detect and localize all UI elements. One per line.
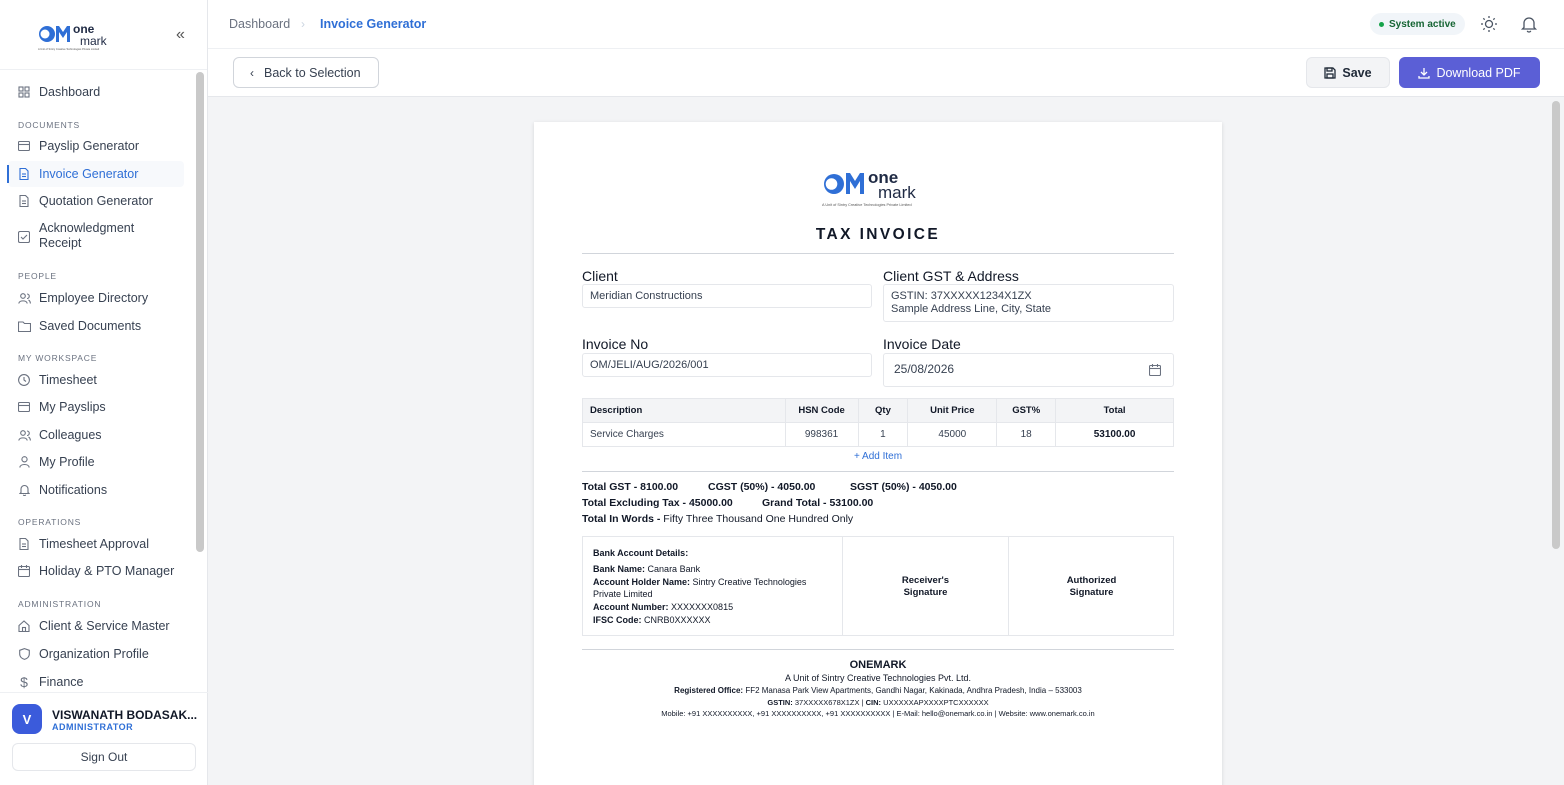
bell-icon[interactable]	[1520, 15, 1538, 33]
sidebar-item-organization-profile[interactable]	[8, 645, 184, 663]
col-unit-price: Unit Price	[908, 399, 997, 423]
avatar[interactable]: V	[12, 704, 42, 734]
ifsc-label: IFSC Code:	[593, 615, 642, 625]
total-gst: Total GST - 8100.00	[582, 481, 679, 493]
section-administration: ADMINISTRATION	[18, 599, 102, 609]
cell-total: 53100.00	[1056, 423, 1174, 447]
document-icon	[17, 167, 31, 181]
bank-heading: Bank Account Details:	[593, 548, 689, 558]
sidebar-item-dashboard[interactable]	[8, 83, 184, 101]
shield-icon	[17, 647, 31, 661]
sidebar-item-label	[39, 221, 134, 251]
holder-value-2: Private Limited	[593, 589, 653, 599]
table-row	[583, 423, 1174, 447]
account-value: XXXXXXX0815	[671, 602, 734, 612]
address-value: Sample Address Line, City, State	[891, 303, 1051, 315]
cgst: CGST (50%) - 4050.00	[708, 481, 816, 493]
sidebar-item-notifications[interactable]	[8, 481, 184, 499]
sidebar-item-label: Invoice Generator	[39, 167, 139, 181]
table-header-row	[583, 399, 1174, 423]
logo-text-one: one	[73, 22, 95, 36]
back-label: Back to Selection	[264, 65, 361, 80]
user-name: VISWANATH BODASAK...	[52, 708, 198, 722]
sidebar-item-label: Timesheet Approval	[39, 537, 150, 551]
collapse-sidebar-icon[interactable]: «	[176, 26, 185, 43]
logo-tagline: A Unit of Sintry Creative Technologies Private Limited	[38, 48, 100, 51]
sidebar-item-quotation-generator[interactable]	[8, 192, 184, 210]
sidebar-item-colleagues[interactable]	[8, 426, 184, 444]
account-label: Account Number:	[593, 602, 669, 612]
logo-text-mark: mark	[80, 34, 107, 48]
sidebar-item-finance[interactable]	[8, 673, 184, 691]
sidebar-item-label: Dashboard	[39, 85, 101, 99]
sidebar-item-label: Client & Service Master	[39, 619, 170, 633]
sidebar-item-label: Organization Profile	[39, 647, 149, 661]
action-toolbar	[208, 49, 1564, 97]
invoice-date-value: 25/08/2026	[894, 362, 955, 376]
sun-icon[interactable]	[1480, 15, 1498, 33]
user-icon	[17, 455, 31, 469]
client-gst-label: Client GST & Address	[883, 268, 1019, 284]
sidebar-item-my-payslips[interactable]	[8, 398, 184, 416]
folder-icon	[17, 319, 31, 333]
document-icon	[17, 537, 31, 551]
bank-signature-box	[582, 536, 1174, 636]
sidebar-item-label: Colleagues	[39, 428, 102, 442]
onemark-logo	[38, 20, 118, 52]
download-icon	[1418, 67, 1430, 79]
bank-name	[593, 563, 700, 575]
office-label: Registered Office:	[674, 686, 744, 695]
cell-gst[interactable]: 18	[997, 423, 1056, 447]
words-label: Total In Words -	[582, 513, 664, 525]
card-icon	[17, 139, 31, 153]
save-button[interactable]	[1306, 57, 1390, 88]
section-operations: OPERATIONS	[18, 517, 82, 527]
breadcrumb-separator: ›	[301, 17, 305, 31]
invoice-date-label: Invoice Date	[883, 336, 961, 352]
card-icon	[17, 400, 31, 414]
sidebar-item-label: My Profile	[39, 455, 95, 469]
sidebar-scrollbar[interactable]	[196, 72, 204, 552]
grand-total: Grand Total - 53100.00	[762, 497, 874, 509]
download-pdf-button[interactable]	[1399, 57, 1540, 88]
user-panel	[0, 692, 208, 785]
grid-icon	[17, 85, 31, 99]
checkbox-icon	[17, 230, 31, 244]
invoice-document	[534, 122, 1222, 785]
authorized-signature	[1009, 575, 1174, 599]
client-gst-address-input[interactable]	[883, 284, 1174, 322]
invoice-preview-area	[208, 97, 1564, 785]
cell-hsn[interactable]: 998361	[785, 423, 858, 447]
col-hsn: HSN Code	[785, 399, 858, 423]
users-icon	[17, 291, 31, 305]
total-excl-tax: Total Excluding Tax - 45000.00	[582, 497, 733, 509]
footer-cin-label: CIN:	[865, 698, 882, 707]
divider	[582, 253, 1174, 254]
add-item-link[interactable]: + Add Item	[853, 451, 903, 462]
holder-value-1: Sintry Creative Technologies	[692, 577, 807, 587]
footer-company: ONEMARK	[849, 659, 907, 671]
invoice-logo-one: one	[868, 168, 899, 187]
receiver-sig-line2: Signature	[903, 587, 948, 598]
clock-icon	[17, 373, 31, 387]
account-number	[593, 601, 733, 613]
footer-unit: A Unit of Sintry Creative Technologies Pvt. Ltd.	[785, 673, 971, 683]
calendar-icon	[17, 564, 31, 578]
holder-label: Account Holder Name:	[593, 577, 691, 587]
col-total: Total	[1056, 399, 1174, 423]
cell-description[interactable]: Service Charges	[583, 423, 786, 447]
sign-out-button[interactable]: Sign Out	[12, 743, 196, 771]
cell-qty[interactable]: 1	[858, 423, 908, 447]
gst-value: GSTIN: 37XXXXX1234X1ZX	[891, 290, 1032, 302]
status-dot-icon	[1379, 22, 1384, 27]
sidebar-item-holiday-pto[interactable]	[8, 562, 184, 580]
ack-line2: Receipt	[39, 236, 82, 250]
sidebar-item-payslip-generator[interactable]	[8, 137, 184, 155]
chevron-left-icon: ‹	[250, 65, 254, 80]
sidebar-item-employee-directory[interactable]	[8, 289, 184, 307]
ack-line1: Acknowledgment	[39, 221, 135, 235]
sidebar-item-label: Timesheet	[39, 373, 97, 387]
dollar-icon: $	[20, 674, 28, 690]
sidebar-item-label: Saved Documents	[39, 319, 142, 333]
bank-name-value: Canara Bank	[647, 564, 701, 574]
line-items-table	[582, 398, 1174, 447]
sidebar-item-invoice-generator[interactable]	[8, 161, 184, 187]
invoice-logo	[822, 164, 934, 208]
client-label: Client	[582, 268, 618, 284]
divider	[582, 471, 1174, 472]
footer-gstin-value: 37XXXXX678X1ZX	[794, 698, 860, 707]
sidebar-header	[0, 0, 207, 70]
invoice-logo-mark: mark	[878, 183, 916, 202]
sidebar-item-label: Quotation Generator	[39, 194, 153, 208]
sgst: SGST (50%) - 4050.00	[850, 481, 957, 493]
col-gst: GST%	[997, 399, 1056, 423]
invoice-no-label: Invoice No	[582, 336, 649, 352]
footer-gstin-label: GSTIN:	[767, 698, 793, 707]
authorized-sig-line1: Authorized	[1066, 575, 1117, 586]
account-holder	[593, 576, 833, 600]
sidebar-item-acknowledgment-receipt[interactable]	[8, 221, 184, 251]
breadcrumb-dashboard[interactable]: Dashboard	[229, 17, 291, 31]
total-in-words	[582, 513, 853, 525]
document-icon	[17, 194, 31, 208]
section-my-workspace: MY WORKSPACE	[18, 353, 98, 363]
sidebar-item-label: Notifications	[39, 483, 108, 497]
sidebar-nav	[0, 70, 196, 692]
users-icon	[17, 428, 31, 442]
section-people: PEOPLE	[18, 271, 57, 281]
invoice-title: TAX INVOICE	[815, 226, 941, 243]
sidebar-item-timesheet-approval[interactable]	[8, 535, 184, 553]
words-value: Fifty Three Thousand One Hundred Only	[663, 513, 854, 525]
sidebar-item-label: My Payslips	[39, 400, 106, 414]
sidebar-item-saved-documents[interactable]	[8, 317, 184, 335]
cell-unit-price[interactable]: 45000	[908, 423, 997, 447]
floppy-disk-icon	[1324, 67, 1336, 79]
section-documents: DOCUMENTS	[18, 120, 80, 130]
user-role: ADMINISTRATOR	[52, 722, 134, 732]
bell-icon	[17, 483, 31, 497]
client-input[interactable]: Meridian Constructions	[582, 284, 872, 308]
invoice-date-input[interactable]	[883, 353, 1174, 387]
sidebar-item-timesheet[interactable]	[8, 371, 184, 389]
authorized-sig-line2: Signature	[1069, 587, 1114, 598]
download-label: Download PDF	[1436, 65, 1521, 80]
invoice-no-input[interactable]: OM/JELI/AUG/2026/001	[582, 353, 872, 377]
office-value: FF2 Manasa Park View Apartments, Gandhi Nagar, Kakinada, Andhra Pradesh, India – 533003	[745, 686, 1082, 695]
invoice-logo-tagline: A Unit of Sintry Creative Technologies Private Limited	[822, 203, 912, 207]
save-label: Save	[1342, 65, 1372, 80]
breadcrumb-current: Invoice Generator	[320, 17, 427, 31]
sidebar-item-label: Finance	[39, 675, 84, 689]
sidebar-item-client-service-master[interactable]	[8, 617, 184, 635]
sidebar-item-my-profile[interactable]	[8, 453, 184, 471]
top-bar	[208, 0, 1564, 49]
main-scrollbar[interactable]	[1552, 101, 1560, 549]
back-to-selection-button[interactable]	[233, 57, 379, 88]
status-text: System active	[1389, 18, 1456, 30]
calendar-icon[interactable]	[1149, 364, 1161, 376]
status-badge	[1370, 13, 1465, 35]
receiver-sig-line1: Receiver's	[901, 575, 950, 586]
sidebar-item-label: Employee Directory	[39, 291, 149, 305]
home-icon	[17, 619, 31, 633]
sidebar-item-label: Holiday & PTO Manager	[39, 564, 175, 578]
col-description: Description	[583, 399, 786, 423]
receiver-signature	[843, 575, 1008, 599]
sidebar	[0, 0, 208, 785]
footer-contact: Mobile: +91 XXXXXXXXXX, +91 XXXXXXXXXX, +91 XXXXXXXXXX | E-Mail: hello@onemark.co.in | Website: www.onemark.co.in	[661, 709, 1095, 718]
col-qty: Qty	[858, 399, 908, 423]
footer-office	[534, 686, 1222, 695]
sidebar-item-label: Payslip Generator	[39, 139, 140, 153]
ifsc-code	[593, 614, 711, 626]
footer-cin-value: UXXXXXAPXXXXPTCXXXXXX	[883, 698, 989, 707]
footer-gstin-cin: GSTIN: 37XXXXX678X1ZX | CIN: UXXXXXAPXXXXPTCXXXXXX	[767, 698, 989, 707]
divider	[582, 649, 1174, 650]
ifsc-value: CNRB0XXXXXX	[644, 615, 711, 625]
bank-name-label: Bank Name:	[593, 564, 646, 574]
